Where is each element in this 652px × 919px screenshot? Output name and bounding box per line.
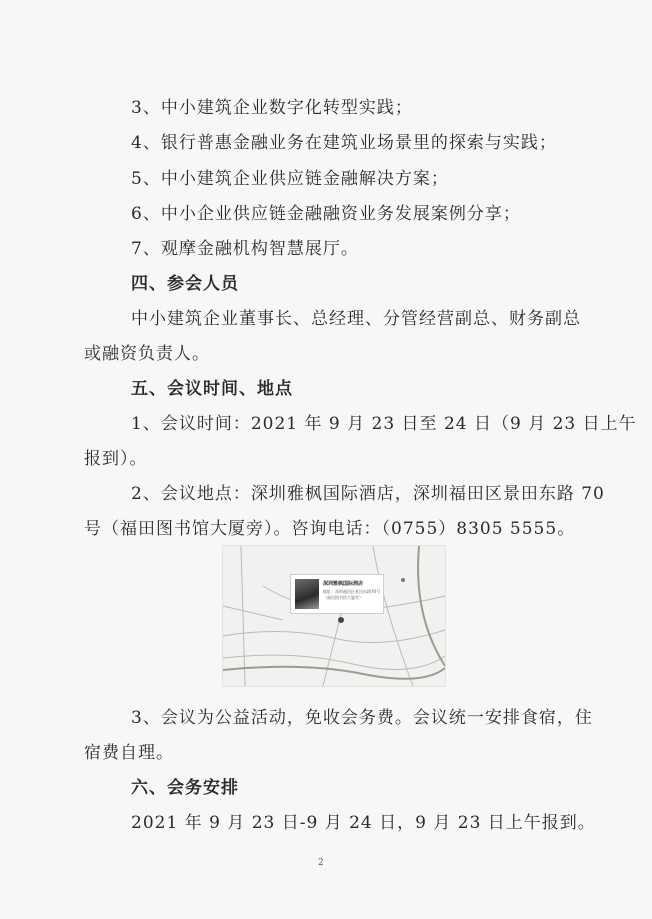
agenda-item-6: 6、中小企业供应链金融融资业务发展案例分享； <box>131 204 521 224</box>
section-6-heading: 六、会务安排 <box>131 778 239 798</box>
fee-line-1: 3、会议为公益活动，免收会务费。会议统一安排食宿，住 <box>131 708 593 728</box>
meeting-time-line-1: 1、会议时间：2021 年 9 月 23 日至 24 日（9 月 23 日上午 <box>131 414 637 434</box>
meeting-place-line-2: 号（福田图书馆大厦旁）。咨询电话：（0755）8305 5555。 <box>84 519 576 539</box>
hotel-address: 地址：深圳福田区景田东路70号（福田图书馆大厦旁） <box>323 589 381 600</box>
hotel-info-card[interactable] <box>290 574 384 614</box>
hotel-name: 深圳雅枫国际酒店 <box>323 581 364 587</box>
participants-line-1: 中小建筑企业董事长、总经理、分管经营副总、财务副总 <box>131 309 581 329</box>
meeting-place-line-1: 2、会议地点：深圳雅枫国际酒店，深圳福田区景田东路 70 <box>131 484 605 504</box>
section-4-heading: 四、参会人员 <box>131 274 239 294</box>
map-streets <box>223 546 445 686</box>
agenda-item-5: 5、中小建筑企业供应链金融解决方案； <box>131 169 449 189</box>
hotel-photo <box>295 579 319 609</box>
page-number: 2 <box>318 858 324 868</box>
agenda-item-7: 7、观摩金融机构智慧展厅。 <box>131 239 359 259</box>
participants-line-2: 或融资负责人。 <box>84 344 210 364</box>
agenda-item-4: 4、银行普惠金融业务在建筑业场景里的探索与实践； <box>131 133 557 153</box>
fee-line-2: 宿费自理。 <box>84 743 174 763</box>
agenda-item-3: 3、中小建筑企业数字化转型实践； <box>131 98 413 118</box>
section-5-heading: 五、会议时间、地点 <box>131 379 293 399</box>
meeting-time-line-2: 报到）。 <box>84 449 148 469</box>
schedule-line: 2021 年 9 月 23 日-9 月 24 日，9 月 23 日上午报到。 <box>131 813 596 833</box>
location-map <box>222 545 446 687</box>
